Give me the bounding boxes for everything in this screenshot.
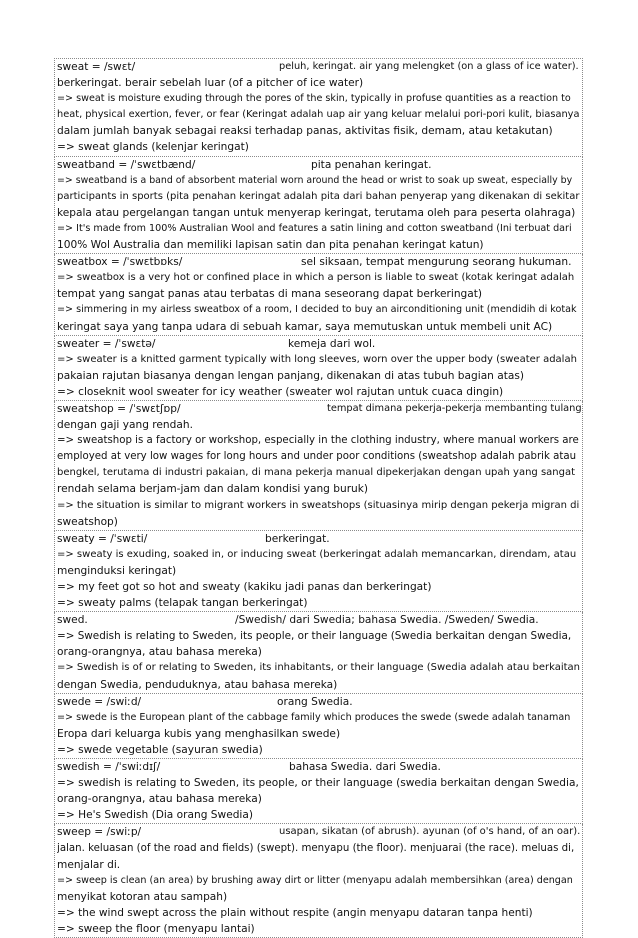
entry-meaning: bahasa Swedia. dari Swedia. xyxy=(289,761,441,774)
entry-line: pakaian rajutan biasanya dengan lengan panjang, dikenakan di atas tubuh bagian atas) xyxy=(57,369,525,382)
entry-line: => He's Swedish (Dia orang Swedia) xyxy=(57,809,254,822)
entry-head xyxy=(57,336,580,352)
entry-line: jalan. keluasan (of the road and fields) (swept). menyapu (the floor). menjuarai (the race). meluas di, xyxy=(57,842,575,854)
entry-line: Eropa dari keluarga kubis yang menghasilkan swede) xyxy=(57,727,341,740)
entry-line: => sweatshop is a factory or workshop, especially in the clothing industry, where manual workers are xyxy=(57,435,579,447)
entry-term: sweaty = /ˈswɛti/ xyxy=(57,532,148,545)
entry-term: sweep = /swiːp/ xyxy=(57,826,142,839)
dictionary-entry xyxy=(54,401,583,531)
entry-head xyxy=(57,401,580,417)
entry-line: berkeringat. berair sebelah luar (of a pitcher of ice water) xyxy=(57,77,364,90)
entry-head xyxy=(57,759,580,775)
entry-line: => It's made from 100% Australian Wool and features a satin lining and cotton sweatband (Ini terbuat dari xyxy=(57,222,572,234)
entry-line: => sweat is moisture exuding through the pores of the skin, typically in profuse quantities as a reaction to xyxy=(57,93,571,105)
entry-head xyxy=(57,824,580,840)
entry-line: => the wind swept across the plain without respite (angin menyapu dataran tanpa henti) xyxy=(57,906,533,919)
entry-line: rendah selama berjam-jam dan dalam kondisi yang buruk) xyxy=(57,483,369,496)
entry-line: => sweat glands (kelenjar keringat) xyxy=(57,141,249,154)
entry-line: => sweep is clean (an area) by brushing away dirt or litter (menyapu adalah membersihkan (area) dengan xyxy=(57,874,573,886)
entry-line: => sweater is a knitted garment typically with long sleeves, worn over the upper body (sweater adalah xyxy=(57,353,577,365)
entry-term: sweatbox = /ˈswɛtbɒks/ xyxy=(57,256,183,269)
entry-line: => sweatband is a band of absorbent material worn around the head or wrist to soak up sweat, especially by xyxy=(57,174,573,186)
entry-line: heat, physical exertion, fever, or fear (Keringat adalah uap air yang keluar melalui pori-pori kulit, biasanya xyxy=(57,109,580,121)
entry-line: => swede is the European plant of the cabbage family which produces the swede (swede adalah tanaman xyxy=(57,711,571,723)
entry-meaning: orang Swedia. xyxy=(277,695,353,708)
entry-line: tempat yang sangat panas atau terbatas di mana seseorang dapat berkeringat) xyxy=(57,288,483,301)
entry-line: employed at very low wages for long hours and under poor conditions (sweatshop adalah pabrik atau xyxy=(57,451,577,463)
entry-line: orang-orangnya, atau bahasa mereka) xyxy=(57,646,262,659)
entry-line: menginduksi keringat) xyxy=(57,564,177,577)
entry-meaning: berkeringat. xyxy=(265,532,330,545)
entry-line: => the situation is similar to migrant workers in sweatshops (situasinya mirip dengan pekerja migran di xyxy=(57,499,580,511)
entry-line: => sweep the floor (menyapu lantai) xyxy=(57,922,255,935)
entry-term: swede = /swiːd/ xyxy=(57,695,142,708)
entry-line: => sweaty is exuding, soaked in, or inducing sweat (berkeringat adalah memancarkan, direndam, atau xyxy=(57,548,577,560)
entry-term: sweatshop = /ˈswɛtʃɒp/ xyxy=(57,402,181,415)
entry-term: sweatband = /ˈswɛtbænd/ xyxy=(57,158,196,171)
entry-term: swed. xyxy=(57,614,88,627)
entry-term: sweater = /ˈswɛtə/ xyxy=(57,337,156,350)
entry-line: => sweatbox is a very hot or confined place in which a person is liable to sweat (kotak keringat adalah xyxy=(57,272,575,284)
entry-meaning: /Swedish/ dari Swedia; bahasa Swedia. /Sweden/ Swedia. xyxy=(235,614,539,627)
dictionary-entry xyxy=(54,157,583,255)
entry-line: bengkel, terutama di industri pakaian, di mana pekerja manual dipekerjakan dengan upah yang sangat xyxy=(57,467,576,479)
entry-meaning: kemeja dari wol. xyxy=(288,337,376,350)
entry-line: 100% Wol Australia dan memiliki lapisan satin dan pita penahan keringat katun) xyxy=(57,239,484,252)
entry-meaning: tempat dimana pekerja-pekerja membanting tulang xyxy=(327,402,582,414)
dictionary-entry xyxy=(54,336,583,401)
dictionary-entry xyxy=(54,254,583,335)
entry-line: participants in sports (pita penahan keringat adalah pita dari bahan penyerap yang dikenakan di sekitar xyxy=(57,190,580,202)
entry-meaning: sel siksaan, tempat mengurung seorang hukuman. xyxy=(301,256,572,269)
entry-term: swedish = /ˈswiːdɪʃ/ xyxy=(57,761,161,774)
entry-line: orang-orangnya, atau bahasa mereka) xyxy=(57,793,262,806)
entry-term: sweat = /swɛt/ xyxy=(57,61,136,73)
entry-head xyxy=(57,612,580,628)
entry-meaning: peluh, keringat. air yang melengket (on a glass of ice water). xyxy=(279,61,579,72)
entry-line: keringat saya yang tanpa udara di sebuah kamar, saya memutuskan untuk membeli unit AC) xyxy=(57,320,553,333)
entry-line: => closeknit wool sweater for icy weather (sweater wol rajutan untuk cuaca dingin) xyxy=(57,385,504,398)
entry-line: dengan Swedia, penduduknya, atau bahasa mereka) xyxy=(57,678,338,691)
dictionary-entry xyxy=(54,824,583,938)
entry-head xyxy=(57,157,580,173)
entry-line: => sweaty palms (telapak tangan berkeringat) xyxy=(57,597,308,610)
entry-head xyxy=(57,59,580,75)
entry-line: menjalar di. xyxy=(57,858,121,871)
entry-meaning: usapan, sikatan (of abrush). ayunan (of o's hand, of an oar). xyxy=(279,826,581,838)
entry-line: => Swedish is of or relating to Sweden, its inhabitants, or their language (Swedia adalah atau berkaitan xyxy=(57,662,580,674)
dictionary-entry xyxy=(54,694,583,759)
entry-line: sweatshop) xyxy=(57,515,118,528)
entry-meaning: pita penahan keringat. xyxy=(311,158,432,171)
dictionary-entry xyxy=(54,759,583,824)
entry-line: dalam jumlah banyak sebagai reaksi terhadap panas, aktivitas fisik, demam, atau ketakutan) xyxy=(57,125,553,138)
entry-line: kepala atau pergelangan tangan untuk menyerap keringat, terutama oleh para peserta olahraga) xyxy=(57,206,576,219)
entry-line: => swede vegetable (sayuran swedia) xyxy=(57,743,263,756)
entry-line: menyikat kotoran atau sampah) xyxy=(57,890,228,903)
dictionary-entry xyxy=(54,612,583,693)
entry-head xyxy=(57,254,580,270)
dictionary-page xyxy=(54,58,583,938)
dictionary-entry xyxy=(54,58,583,157)
entry-line: => simmering in my airless sweatbox of a room, I decided to buy an airconditioning unit (mendidih di kotak xyxy=(57,304,577,316)
entry-head xyxy=(57,531,580,547)
dictionary-entry xyxy=(54,531,583,612)
entry-line: => my feet got so hot and sweaty (kakiku jadi panas dan berkeringat) xyxy=(57,581,432,593)
entry-line: => swedish is relating to Sweden, its people, or their language (swedia berkaitan dengan Swedia, xyxy=(57,777,579,790)
entry-line: => Swedish is relating to Sweden, its people, or their language (Swedia berkaitan dengan Swedia, xyxy=(57,630,572,643)
entry-line: dengan gaji yang rendah. xyxy=(57,419,193,432)
entry-head xyxy=(57,694,580,710)
